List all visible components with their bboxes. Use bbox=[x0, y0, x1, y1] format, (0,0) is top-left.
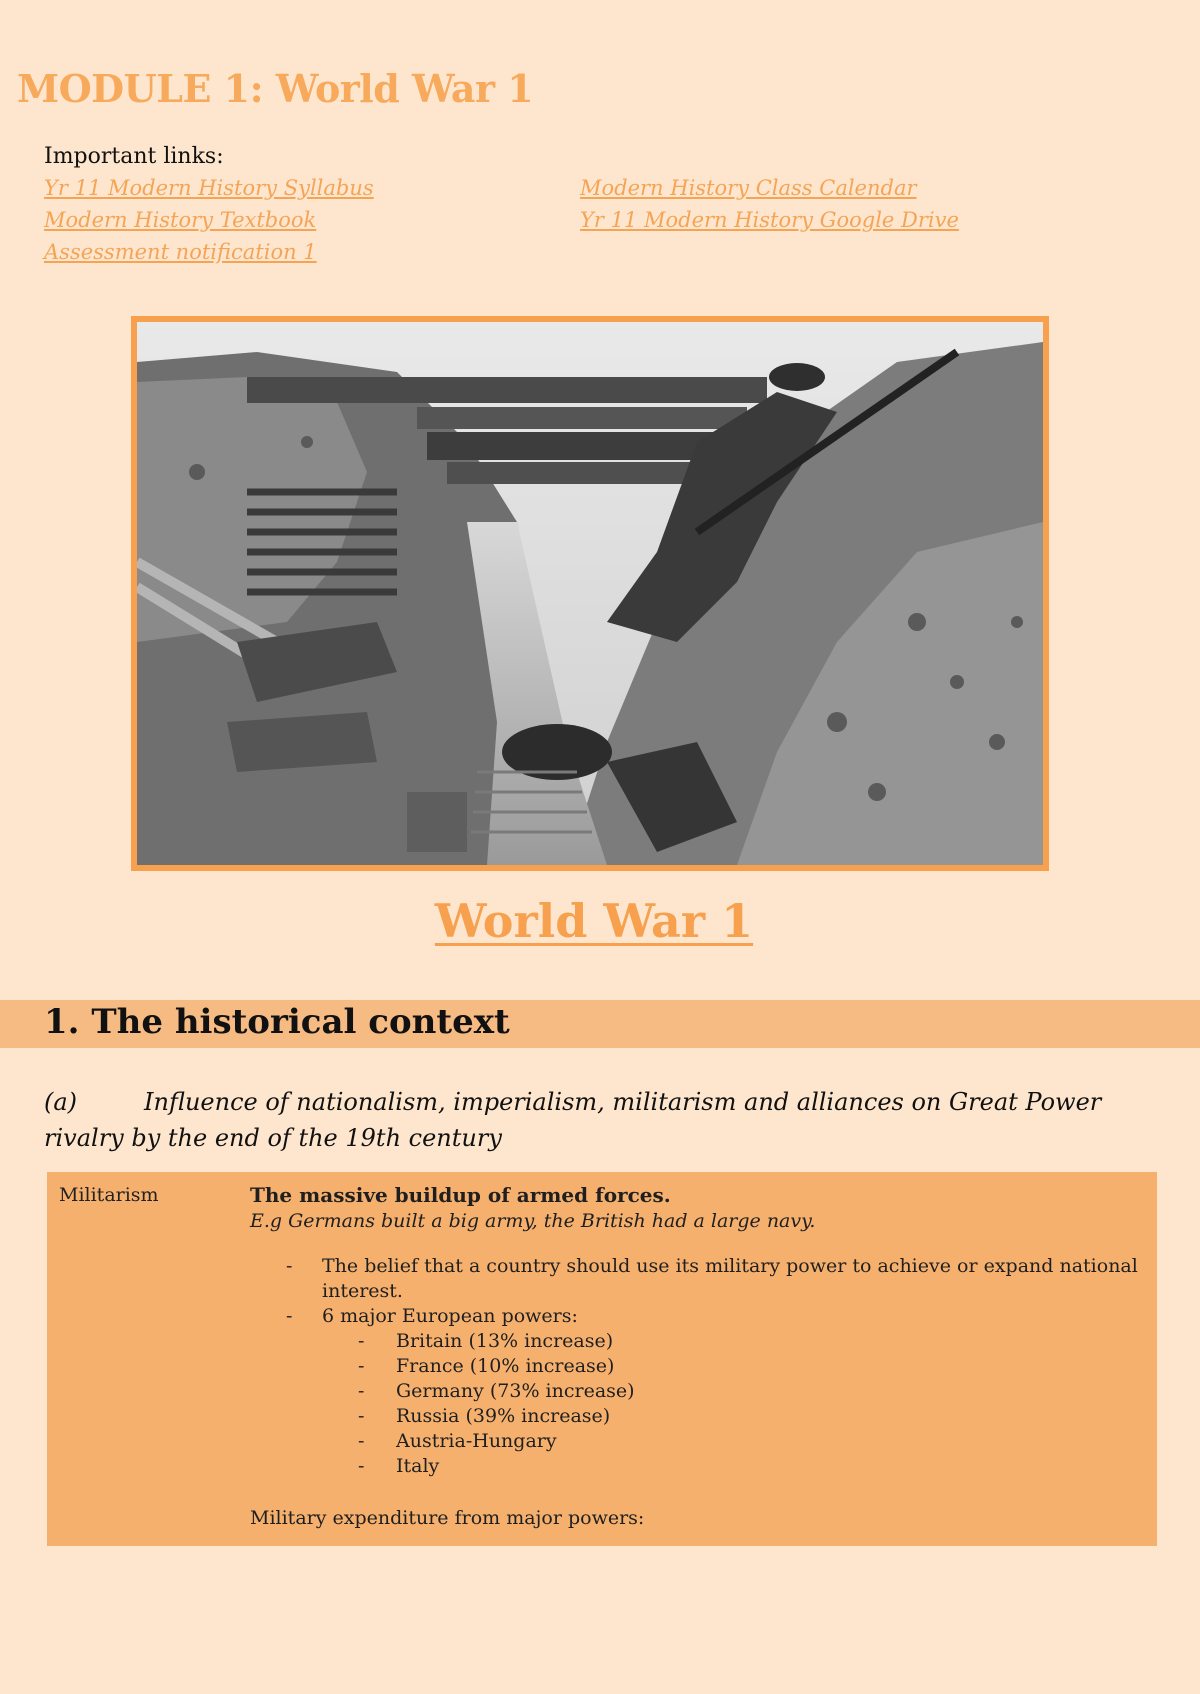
bullet-text: The belief that a country should use its military power to achieve or expand national interest. bbox=[322, 1255, 1138, 1302]
class-calendar-link[interactable]: Modern History Class Calendar bbox=[580, 176, 917, 200]
module-title: MODULE 1: World War 1 bbox=[17, 66, 534, 111]
list-item bbox=[250, 1304, 1145, 1479]
trench-photo bbox=[131, 316, 1049, 871]
militarism-example: E.g Germans built a big army, the British had a large navy. bbox=[250, 1210, 816, 1232]
list-item: - Germany (73% increase) bbox=[322, 1379, 1145, 1404]
militarism-bullets bbox=[250, 1254, 1145, 1479]
page-title bbox=[0, 894, 1188, 948]
list-item: - Russia (39% increase) bbox=[322, 1404, 1145, 1429]
list-item: - France (10% increase) bbox=[322, 1354, 1145, 1379]
european-powers-list bbox=[322, 1329, 1145, 1479]
bullet-text: 6 major European powers: bbox=[322, 1305, 578, 1327]
list-item: - Britain (13% increase) bbox=[322, 1329, 1145, 1354]
subsection-heading bbox=[44, 1084, 1154, 1156]
section-title: 1. The historical context bbox=[44, 1002, 510, 1042]
trench-photo-image bbox=[137, 322, 1043, 865]
list-item: - Austria-Hungary bbox=[322, 1429, 1145, 1454]
list-item: - Italy bbox=[322, 1454, 1145, 1479]
syllabus-link[interactable]: Yr 11 Modern History Syllabus bbox=[44, 176, 374, 200]
militarism-definition: The massive buildup of armed forces. bbox=[250, 1183, 671, 1207]
textbook-link[interactable]: Modern History Textbook bbox=[44, 208, 317, 232]
assessment-notification-link[interactable]: Assessment notification 1 bbox=[44, 240, 317, 264]
google-drive-link[interactable]: Yr 11 Modern History Google Drive bbox=[580, 208, 959, 232]
militarism-content bbox=[250, 1182, 1145, 1531]
military-expenditure-label: Military expenditure from major powers: bbox=[250, 1507, 645, 1529]
militarism-label: Militarism bbox=[59, 1184, 159, 1206]
subsection-title: Influence of nationalism, imperialism, militarism and alliances on Great Power rivalry by the end of the 19th century bbox=[44, 1088, 1102, 1152]
important-links-heading: Important links: bbox=[44, 144, 224, 169]
list-item bbox=[250, 1254, 1145, 1304]
militarism-panel bbox=[47, 1172, 1157, 1546]
subsection-number: (a) bbox=[44, 1088, 78, 1116]
page-title-text: World War 1 bbox=[434, 894, 754, 948]
